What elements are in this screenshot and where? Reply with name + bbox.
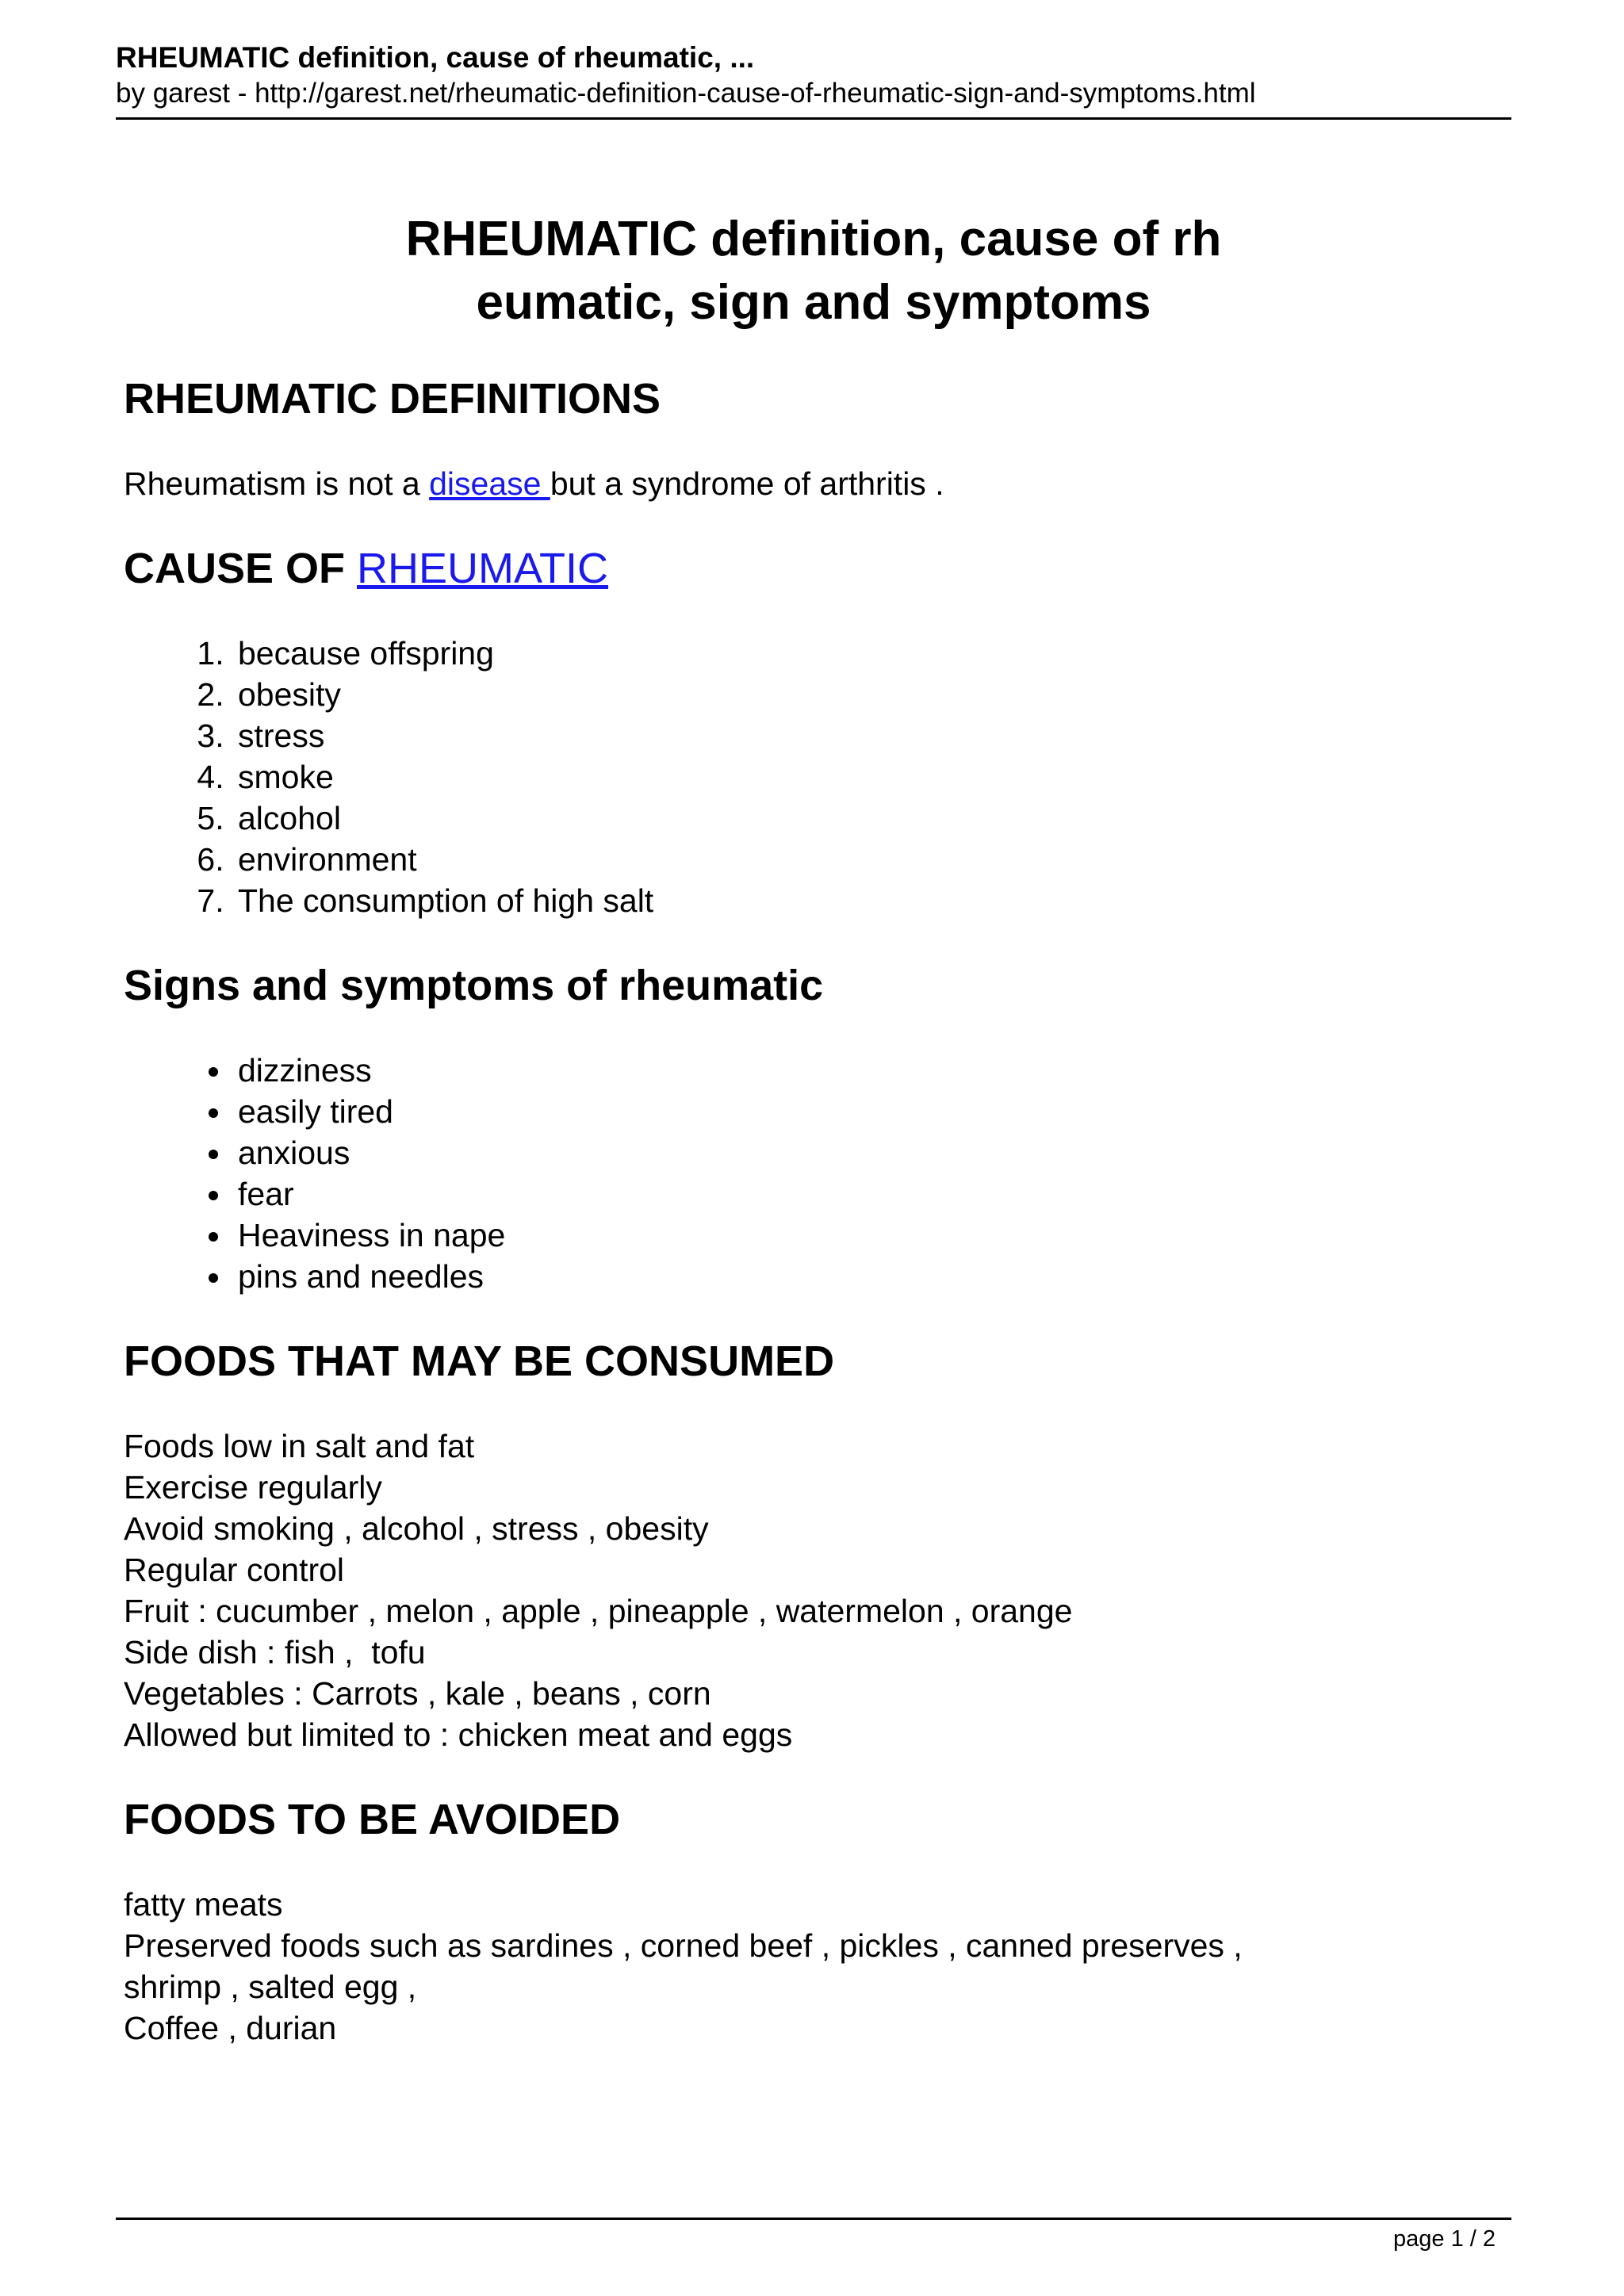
list-item: 4. smoke bbox=[233, 756, 1503, 798]
list-item: 3. stress bbox=[233, 715, 1503, 756]
symptoms-heading: Signs and symptoms of rheumatic bbox=[124, 962, 824, 1009]
list-item: 7. The consumption of high salt bbox=[233, 880, 1503, 921]
text-line: Allowed but limited to : chicken meat and eggs bbox=[124, 1716, 793, 1753]
list-item: • anxious bbox=[233, 1132, 1503, 1173]
text-line: Regular control bbox=[124, 1552, 345, 1588]
page-header bbox=[116, 40, 1511, 120]
article-title bbox=[370, 208, 1258, 335]
list-item: • pins and needles bbox=[233, 1256, 1503, 1297]
list-item: • Heaviness in nape bbox=[233, 1215, 1503, 1256]
definitions-heading: RHEUMATIC DEFINITIONS bbox=[124, 375, 661, 423]
list-item: 6. environment bbox=[233, 839, 1503, 880]
causes-list bbox=[124, 633, 1503, 921]
list-item: • dizziness bbox=[233, 1050, 1503, 1091]
foods-consumed-text bbox=[124, 1425, 1503, 1755]
article-title-line-1: RHEUMATIC definition, cause of rh bbox=[405, 212, 1222, 266]
list-item: 5. alcohol bbox=[233, 798, 1503, 839]
foods-avoided-text bbox=[124, 1884, 1503, 2049]
text-line: Coffee , durian bbox=[124, 2010, 337, 2046]
text-line: Foods low in salt and fat bbox=[124, 1428, 475, 1464]
article-title-line-2: eumatic, sign and symptoms bbox=[476, 275, 1151, 330]
text-line: fatty meats bbox=[124, 1886, 283, 1923]
rheumatic-link[interactable]: RHEUMATIC bbox=[357, 545, 609, 592]
header-byline: by garest - http://garest.net/rheumatic-definition-cause-of-rheumatic-sign-and-symptoms.html bbox=[116, 78, 1256, 109]
symptoms-list bbox=[124, 1050, 1503, 1297]
text-line: Fruit : cucumber , melon , apple , pineapple , watermelon , orange bbox=[124, 1593, 1073, 1629]
causes-heading bbox=[124, 542, 1503, 595]
text-line: Avoid smoking , alcohol , stress , obesity bbox=[124, 1510, 709, 1547]
causes-heading-prefix: CAUSE OF bbox=[124, 545, 358, 592]
text-line: Exercise regularly bbox=[124, 1469, 382, 1506]
foods-consumed-heading: FOODS THAT MAY BE CONSUMED bbox=[124, 1337, 835, 1385]
page-number: page 1 / 2 bbox=[1393, 2226, 1496, 2252]
page-footer bbox=[116, 2218, 1511, 2252]
definitions-paragraph bbox=[124, 463, 1503, 504]
text-line: Side dish : fish , tofu bbox=[124, 1634, 426, 1670]
text-line: Preserved foods such as sardines , corned beef , pickles , canned preserves , bbox=[124, 1927, 1243, 1964]
foods-avoided-heading: FOODS TO BE AVOIDED bbox=[124, 1796, 621, 1843]
header-title: RHEUMATIC definition, cause of rheumatic, ... bbox=[116, 41, 755, 74]
list-item: 2. obesity bbox=[233, 674, 1503, 715]
list-item: • easily tired bbox=[233, 1091, 1503, 1132]
definitions-text-before: Rheumatism is not a bbox=[124, 465, 430, 502]
text-line: Vegetables : Carrots , kale , beans , corn bbox=[124, 1675, 711, 1712]
list-item: • fear bbox=[233, 1173, 1503, 1215]
article-content bbox=[124, 208, 1503, 2049]
definitions-text-after: but a syndrome of arthritis . bbox=[550, 465, 944, 502]
disease-link[interactable]: disease bbox=[429, 465, 550, 502]
text-line: shrimp , salted egg , bbox=[124, 1969, 417, 2005]
list-item: 1. because offspring bbox=[233, 633, 1503, 674]
